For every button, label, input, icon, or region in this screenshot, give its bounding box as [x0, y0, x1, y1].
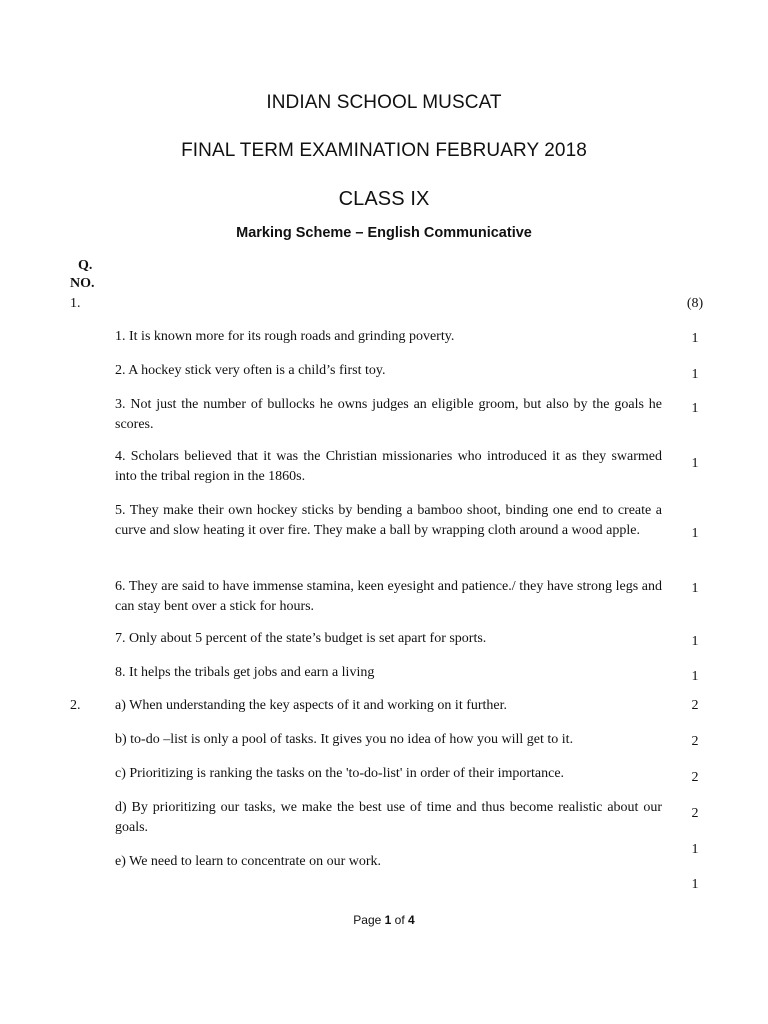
footer-total-pages: 4	[408, 913, 415, 927]
mark-2-e: 1	[691, 842, 699, 857]
footer-current-page: 1	[384, 913, 392, 927]
mark-1-6: 1	[691, 581, 699, 596]
mark-1-7: 1	[691, 634, 699, 649]
answer-1-5: 5. They make their own hockey sticks by bending a bamboo shoot, binding one end to create a curve and slow heating it over fire. They make a ball by wrapping cloth around a wood apple.	[115, 503, 662, 538]
mark-1-4: 1	[691, 456, 699, 471]
answer-2-c: c) Prioritizing is ranking the tasks on the 'to-do-list' in order of their importance.	[115, 766, 565, 781]
question-header-q: Q.	[78, 258, 93, 273]
mark-2-d: 2	[691, 806, 699, 821]
mark-2-b: 2	[691, 734, 699, 749]
mark-2-extra: 1	[691, 877, 699, 892]
answer-2-d: d) By prioritizing our tasks, we make the best use of time and thus become realistic about our goals.	[115, 800, 662, 835]
answer-1-4: 4. Scholars believed that it was the Christian missionaries who introduced it as they swarmed into the tribal region in the 1860s.	[115, 449, 662, 484]
question-header-no: NO.	[70, 276, 95, 291]
answer-1-8: 8. It helps the tribals get jobs and earn a living	[115, 665, 375, 680]
marking-scheme-subtitle: Marking Scheme – English Communicative	[236, 225, 532, 241]
answer-1-6: 6. They are said to have immense stamina, keen eyesight and patience./ they have strong legs and can stay bent over a stick for hours.	[115, 579, 662, 614]
footer-prefix: Page	[353, 913, 385, 927]
page-footer	[0, 913, 768, 927]
mark-2-c: 2	[691, 770, 699, 785]
answer-1-7: 7. Only about 5 percent of the state’s budget is set apart for sports.	[115, 631, 487, 646]
mark-1-2: 1	[691, 367, 699, 382]
question-1-total-marks: (8)	[686, 296, 704, 311]
mark-1-1: 1	[691, 331, 699, 346]
answer-2-a: a) When understanding the key aspects of it and working on it further.	[115, 698, 508, 713]
question-number-1: 1.	[70, 296, 81, 311]
mark-2-a: 2	[691, 698, 699, 713]
mark-1-8: 1	[691, 669, 699, 684]
answer-2-e: e) We need to learn to concentrate on our work.	[115, 854, 382, 869]
answer-1-2: 2. A hockey stick very often is a child’s first toy.	[115, 363, 386, 378]
mark-1-3: 1	[691, 401, 699, 416]
exam-title: FINAL TERM EXAMINATION FEBRUARY 2018	[181, 140, 587, 161]
school-name: INDIAN SCHOOL MUSCAT	[266, 92, 502, 113]
footer-of: of	[391, 913, 409, 927]
question-number-2: 2.	[70, 698, 81, 713]
answer-1-1: 1. It is known more for its rough roads and grinding poverty.	[115, 329, 455, 344]
class-title: CLASS IX	[338, 188, 430, 210]
mark-1-5: 1	[691, 526, 699, 541]
answer-1-3: 3. Not just the number of bullocks he owns judges an eligible groom, but also by the goals he scores.	[115, 397, 662, 432]
answer-2-b: b) to-do –list is only a pool of tasks. It gives you no idea of how you will get to it.	[115, 732, 574, 747]
